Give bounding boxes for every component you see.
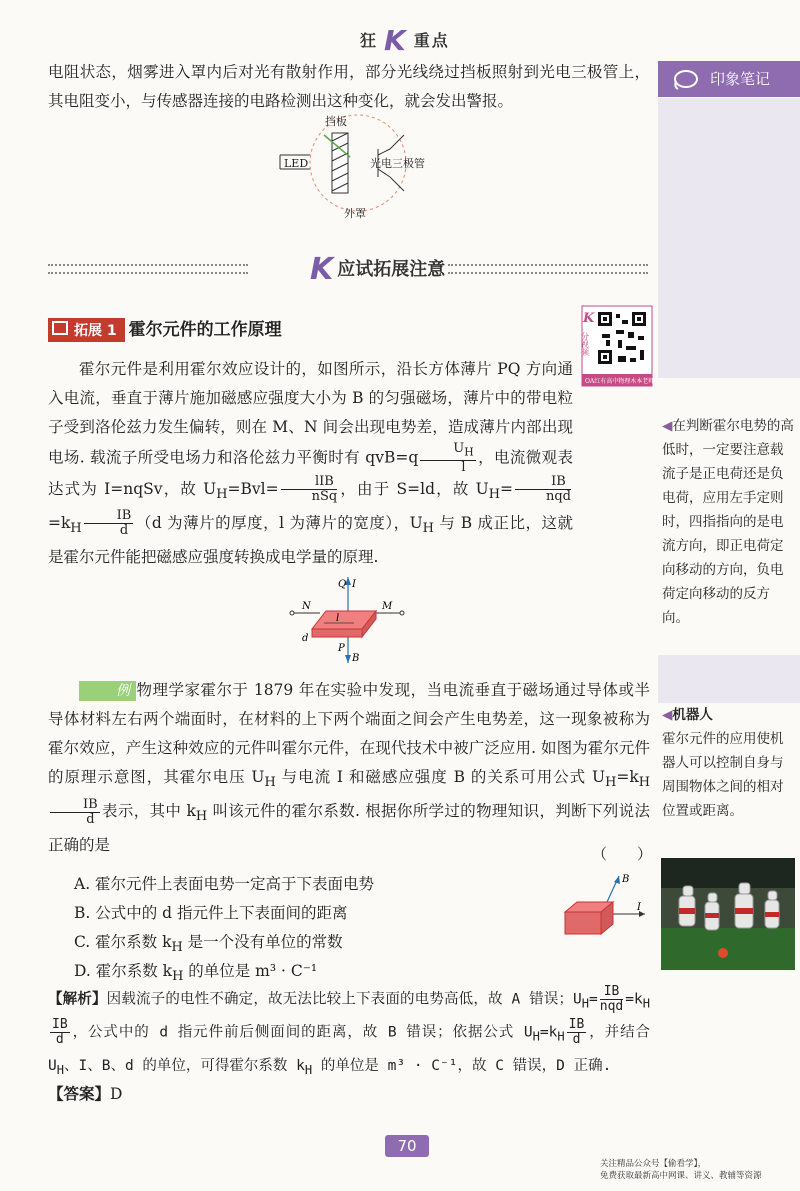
answer-blank: （ ） bbox=[592, 845, 653, 863]
robot-photo bbox=[661, 858, 795, 970]
answer-line bbox=[48, 1080, 650, 1109]
qr-caption: OA红有高中物理木本老师 bbox=[585, 378, 655, 385]
label-cover: 外罩 bbox=[344, 207, 366, 220]
answer-value: D bbox=[110, 1085, 123, 1103]
section-k-logo: K bbox=[310, 252, 334, 287]
sidebar-tab-label: 印象笔记 bbox=[710, 70, 771, 88]
fraction-uh-over-l: $\frac{U_H}{l}$ bbox=[420, 442, 475, 475]
section-header bbox=[48, 246, 650, 286]
answer-label: 【答案】 bbox=[48, 1085, 111, 1103]
sidebar-note-robot bbox=[662, 703, 796, 823]
label-phototransistor: 光电三极管 bbox=[370, 157, 425, 170]
section-title-text: 应试拓展注意 bbox=[337, 259, 446, 280]
sidebar-top-panel bbox=[658, 98, 800, 378]
fraction-lib-over-nsq: $\frac{\text{lIB}}{\text{nSq}}$ bbox=[281, 475, 338, 504]
section-title bbox=[310, 252, 445, 287]
extension-heading bbox=[48, 315, 282, 342]
footer-note: 关注精品公众号【偷看学】， 免费获取最新高中网课、讲义、教辅等资源 bbox=[600, 1159, 762, 1181]
label-B: B bbox=[352, 653, 360, 664]
label-I-small: I bbox=[637, 902, 641, 913]
fraction-ib-over-nqd: $\frac{IB}{\text{nqd}}$ bbox=[515, 475, 571, 504]
sidebar-note2-title: 机器人 bbox=[672, 707, 713, 723]
label-led: LED bbox=[284, 157, 309, 170]
label-d: d bbox=[302, 633, 309, 644]
label-I: I bbox=[352, 579, 356, 590]
svg-text:K: K bbox=[583, 311, 595, 326]
brand-k-logo: K bbox=[384, 24, 408, 57]
analysis-label: 【解析】 bbox=[48, 991, 107, 1008]
intro-paragraph: 电阻状态，烟雾进入罩内后对光有散射作用，部分光线绕过挡板照射到光电三极管上，其电阻变小，与传感器连接的电路检测出这种变化，就会发出警报。 bbox=[48, 63, 650, 110]
hall-paragraph: 霍尔元件是利用霍尔效应设计的，如图所示，沿长方体薄片 PQ 方向通入电流，垂直于薄片施加磁感应强度大小为 B 的匀强磁场，薄片中的带电粒子受到洛伦兹力发生偏转，则在 M、N 间会出现电势差，造成薄片内部出现电场. 载流子所受电场力和洛伦兹力平衡时有 qvB=q $\frac{U_H}{l}$ ，电流微观表达式为 I=nqSv，故 $U_H=Bvl=$ $\frac{\text{lIB}}{\text{nSq}}$ ，由于 S=ld，故 $U_H=$ $\frac{IB}{\text{nqd}}$ $=k_H$ $\frac{IB}{d}$ （d 为薄片的厚度，l 为薄片的宽度），$U_H$ 与 B 成正比，这就是霍尔元件能把磁感应强度转换成电学量的原理. bbox=[48, 360, 573, 566]
label-N: N bbox=[302, 601, 311, 612]
dotted-divider-right bbox=[448, 264, 648, 274]
sidebar-tab bbox=[658, 61, 800, 97]
example-stem: 例 物理学家霍尔于 1879 年在实验中发现，当电流垂直于磁场通过导体或半导体材料左右两个端面时，在材料的上下两个端面之间会产生电势差，这一现象被称为霍尔效应，产生这种效应的元件叫霍尔元件，在现代技术中被广泛应用. 如图为霍尔元件的原理示意图，其霍尔电压 $U_H$ 与电流 I 和磁感应强度 B 的关系可用公式 $U_H=k_H$ $\frac{IB}{d}$ 表示，其中 $k_H$ 叫该元件的霍尔系数. 根据你所学过的物理知识，判断下列说法正确的是 bbox=[48, 681, 650, 855]
option-a: A. 霍尔元件上表面电势一定高于下表面电势 bbox=[74, 875, 375, 893]
label-l: l bbox=[336, 613, 340, 624]
label-P: P bbox=[338, 643, 345, 654]
analysis-block: 【解析】因载流子的电性不确定，故无法比较上下表面的电势高低，故 A 错误；$U_H=$ $\frac{IB}{\text{nqd}}$ $=k_H$ $\frac{IB}{d}$ ，公式中的 d 指元件前后侧面间的距离，故 B 错误；依据公式 $U_H=k_H$ $\frac{IB}{d}$ ，并结合 $U_H$、I、B、d 的单位，可得霍尔系数 $k_H$ 的单位是 m³ · C⁻¹，故 C 错误，D 正确. bbox=[48, 984, 651, 1077]
qr-label: 分视频 bbox=[580, 332, 590, 356]
header-right-text: 重点 bbox=[413, 31, 450, 50]
label-baffle: 挡板 bbox=[325, 115, 347, 128]
sidebar-note2-text: 霍尔元件的应用使机器人可以控制自身与周围物体之间的相对位置或距离。 bbox=[662, 731, 784, 819]
book-icon bbox=[52, 321, 68, 335]
extension-title: 霍尔元件的工作原理 bbox=[128, 320, 282, 340]
dotted-divider-left bbox=[48, 264, 248, 274]
hall-block-diagram bbox=[545, 870, 655, 940]
fraction-ib-over-d-example: $\frac{IB}{d}$ bbox=[50, 798, 100, 827]
field-arrow bbox=[345, 655, 351, 663]
option-b: B. 公式中的 d 指元件上下表面间的距离 bbox=[74, 904, 348, 922]
fraction-ib-over-d: $\frac{IB}{d}$ bbox=[84, 509, 134, 538]
page-number: 70 bbox=[385, 1135, 429, 1157]
qr-code[interactable] bbox=[580, 306, 655, 386]
extension-badge-label: 拓展 1 bbox=[74, 323, 117, 339]
triangle-icon: ◀ bbox=[662, 707, 673, 723]
label-B-small: B bbox=[622, 874, 630, 885]
sidebar-note1-text: 在判断霍尔电势的高低时，一定要注意载流子是正电荷还是负电荷，应用左手定则时，四指指向的是电流方向，即正电荷定向移动的方向，负电荷定向移动的反方向。 bbox=[662, 418, 794, 626]
header-title bbox=[360, 24, 450, 57]
sidebar-gap-panel bbox=[658, 655, 800, 703]
option-d: D. 霍尔系数 $k_H$ 的单位是 m³ · C⁻¹ bbox=[74, 962, 318, 985]
triangle-icon: ◀ bbox=[662, 418, 673, 434]
header-left-text: 狂 bbox=[360, 31, 379, 50]
option-c: C. 霍尔系数 $k_H$ 是一个没有单位的常数 bbox=[74, 933, 343, 956]
hall-element-diagram bbox=[290, 575, 410, 665]
smoke-detector-diagram bbox=[270, 115, 450, 220]
example-tag: 例 bbox=[79, 681, 136, 701]
label-Q: Q bbox=[338, 579, 347, 590]
sidebar-note-hall bbox=[662, 414, 796, 630]
elephant-icon bbox=[672, 67, 700, 91]
extension-badge bbox=[48, 318, 125, 342]
label-M: M bbox=[382, 601, 393, 612]
